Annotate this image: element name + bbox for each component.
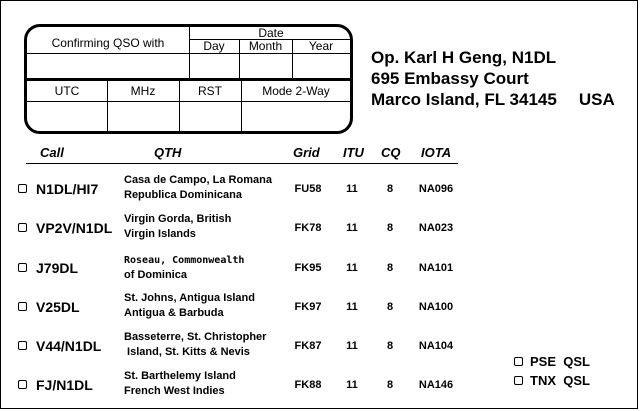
qso-checkbox[interactable] [18, 341, 27, 350]
log-row [0, 210, 640, 248]
qth [124, 330, 266, 360]
qth-line-2: Virgin Islands [124, 228, 196, 240]
rst-label: RST [198, 84, 222, 98]
operator-street: 695 Embassy Court [371, 69, 529, 88]
itu-value: 11 [346, 262, 358, 274]
grid-value: FK78 [294, 222, 322, 234]
callsign: V25DL [36, 299, 80, 315]
month-label: Month [248, 39, 283, 53]
qth-line-2: Antigua & Barbuda [124, 307, 224, 319]
header-itu: ITU [343, 145, 364, 160]
header-rule [26, 163, 458, 164]
day-label: Day [203, 39, 225, 53]
cq-value: 8 [386, 183, 394, 195]
qso-checkbox[interactable] [18, 184, 27, 193]
callsign: N1DL/HI7 [36, 181, 99, 197]
iota-value: NA096 [418, 183, 454, 195]
year-label: Year [308, 39, 334, 53]
qth [124, 173, 272, 203]
qth-line-1: Roseau, Commonwealth [124, 255, 245, 266]
grid-value: FK87 [294, 340, 322, 352]
qth-line-1: Virgin Gorda, British [124, 213, 232, 225]
qso-box-rule [27, 101, 350, 102]
mode-2way-label: Mode 2-Way [262, 84, 330, 98]
tnx-qsl-checkbox[interactable] [514, 376, 523, 385]
grid-value: FU58 [294, 183, 322, 195]
top-edge-mark: - - - - - - - - - - - - - [2, 0, 48, 3]
log-row [0, 171, 640, 209]
qso-checkbox[interactable] [18, 302, 27, 311]
itu-value: 11 [346, 340, 358, 352]
cq-value: 8 [386, 301, 394, 313]
header-cq: CQ [381, 145, 401, 160]
itu-value: 11 [346, 301, 358, 313]
cq-value: 8 [386, 222, 394, 234]
qth-line-2: Republica Dominicana [124, 189, 242, 201]
qth-line-1: St. Johns, Antigua Island [124, 292, 255, 304]
itu-value: 11 [346, 379, 358, 391]
pse-qsl-label: PSE QSL [530, 354, 590, 369]
grid-value: FK97 [294, 301, 322, 313]
qth-line-2: of Dominica [124, 269, 187, 281]
qso-checkbox[interactable] [18, 263, 27, 272]
grid-value: FK95 [294, 262, 322, 274]
qso-checkbox[interactable] [18, 380, 27, 389]
iota-value: NA104 [418, 340, 454, 352]
itu-value: 11 [346, 183, 358, 195]
log-row [0, 289, 640, 327]
iota-value: NA146 [418, 379, 454, 391]
iota-value: NA101 [418, 262, 454, 274]
qth-line-2: French West Indies [124, 385, 225, 397]
qth-line-1: St. Barthelemy Island [124, 370, 236, 382]
qth [124, 253, 244, 283]
operator-country: USA [578, 90, 615, 109]
iota-value: NA023 [418, 222, 454, 234]
confirming-qso-label: Confirming QSO with [51, 36, 165, 50]
qth [124, 212, 231, 242]
itu-value: 11 [346, 222, 358, 234]
callsign: VP2V/N1DL [36, 220, 113, 236]
pse-qsl-checkbox[interactable] [514, 357, 523, 366]
operator-name: Op. Karl H Geng, N1DL [371, 48, 557, 67]
header-call: Call [40, 145, 64, 160]
qth [124, 291, 255, 321]
header-grid: Grid [293, 145, 320, 160]
utc-label: UTC [54, 84, 80, 98]
qso-checkbox[interactable] [18, 223, 27, 232]
callsign: J79DL [36, 260, 79, 276]
operator-city-line [371, 89, 615, 110]
operator-city: Marco Island, FL 34145 [371, 90, 557, 109]
cq-value: 8 [386, 379, 394, 391]
mhz-label: MHz [130, 84, 156, 98]
qth-line-1: Casa de Campo, La Romana [124, 174, 272, 186]
header-qth: QTH [154, 145, 182, 160]
qth-line-2: Island, St. Kitts & Nevis [124, 346, 250, 358]
grid-value: FK88 [294, 379, 322, 391]
operator-address [371, 47, 615, 110]
callsign: V44/N1DL [36, 338, 102, 354]
log-row [0, 250, 640, 288]
qth-line-1: Basseterre, St. Christopher [124, 331, 267, 343]
iota-value: NA100 [418, 301, 454, 313]
tnx-qsl-label: TNX QSL [530, 373, 590, 388]
cq-value: 8 [386, 262, 394, 274]
date-label: Date [258, 26, 284, 40]
cq-value: 8 [386, 340, 394, 352]
qso-box-divider [27, 78, 350, 81]
callsign: FJ/N1DL [36, 377, 93, 393]
header-iota: IOTA [421, 145, 452, 160]
qth [124, 369, 236, 399]
qso-confirmation-box [24, 24, 353, 134]
